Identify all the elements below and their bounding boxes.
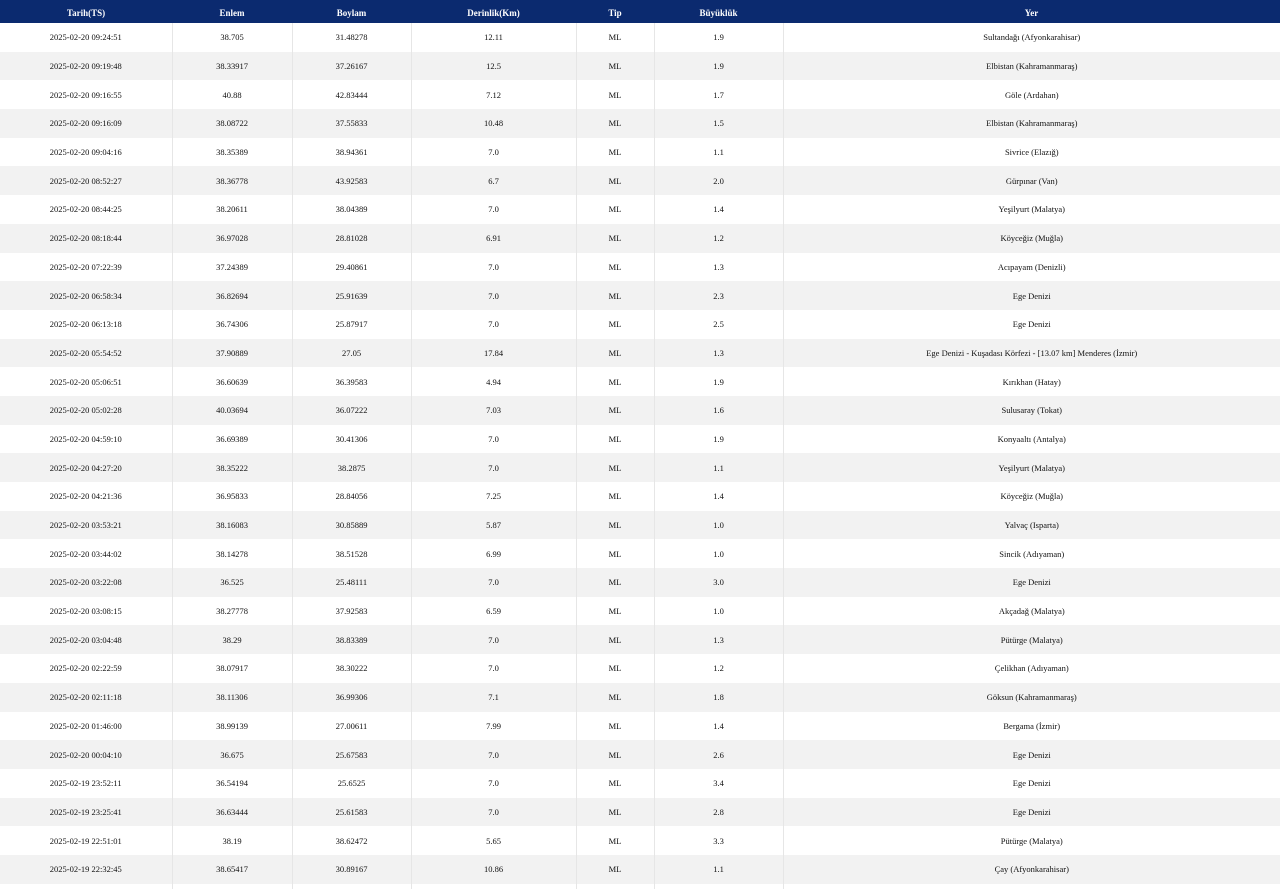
cell-depth: 7.0 xyxy=(411,253,576,282)
column-header-location[interactable]: Yer xyxy=(783,2,1280,23)
cell-depth: 7.0 xyxy=(411,769,576,798)
cell-location: Göksun (Kahramanmaraş) xyxy=(783,683,1280,712)
cell-longitude xyxy=(292,884,411,889)
cell-latitude: 38.35222 xyxy=(172,453,292,482)
cell-date: 2025-02-19 22:32:45 xyxy=(0,855,172,884)
cell-latitude: 40.88 xyxy=(172,80,292,109)
table-row[interactable] xyxy=(0,195,1280,224)
cell-longitude: 36.99306 xyxy=(292,683,411,712)
cell-magnitude: 3.0 xyxy=(654,568,783,597)
cell-latitude: 36.97028 xyxy=(172,224,292,253)
cell-depth: 7.0 xyxy=(411,798,576,827)
table-row[interactable] xyxy=(0,683,1280,712)
cell-location: Akçadağ (Malatya) xyxy=(783,597,1280,626)
table-row[interactable] xyxy=(0,310,1280,339)
cell-date: 2025-02-20 08:44:25 xyxy=(0,195,172,224)
cell-type: ML xyxy=(576,253,654,282)
cell-latitude: 37.24389 xyxy=(172,253,292,282)
column-header-depth[interactable]: Derinlik(Km) xyxy=(411,2,576,23)
cell-latitude: 38.11306 xyxy=(172,683,292,712)
cell-latitude: 38.99139 xyxy=(172,712,292,741)
cell-magnitude: 1.3 xyxy=(654,625,783,654)
cell-longitude: 38.51528 xyxy=(292,539,411,568)
cell-latitude: 38.07917 xyxy=(172,654,292,683)
cell-longitude: 37.55833 xyxy=(292,109,411,138)
cell-location: Ege Denizi xyxy=(783,798,1280,827)
cell-date: 2025-02-20 00:04:10 xyxy=(0,740,172,769)
cell-location: Ege Denizi xyxy=(783,281,1280,310)
cell-magnitude: 1.1 xyxy=(654,453,783,482)
cell-date: 2025-02-20 05:02:28 xyxy=(0,396,172,425)
cell-longitude: 30.85889 xyxy=(292,511,411,540)
cell-latitude: 38.20611 xyxy=(172,195,292,224)
cell-location: Acıpayam (Denizli) xyxy=(783,253,1280,282)
table-row[interactable] xyxy=(0,568,1280,597)
cell-latitude: 38.14278 xyxy=(172,539,292,568)
table-row[interactable] xyxy=(0,396,1280,425)
cell-date: 2025-02-20 09:16:09 xyxy=(0,109,172,138)
cell-depth: 7.12 xyxy=(411,80,576,109)
cell-longitude: 38.30222 xyxy=(292,654,411,683)
cell-type: ML xyxy=(576,740,654,769)
cell-depth: 12.11 xyxy=(411,23,576,52)
cell-date: 2025-02-19 23:25:41 xyxy=(0,798,172,827)
table-row[interactable] xyxy=(0,798,1280,827)
cell-magnitude: 2.5 xyxy=(654,310,783,339)
cell-type: ML xyxy=(576,109,654,138)
cell-depth: 7.1 xyxy=(411,683,576,712)
cell-type: ML xyxy=(576,310,654,339)
cell-latitude: 36.54194 xyxy=(172,769,292,798)
cell-depth: 10.48 xyxy=(411,109,576,138)
cell-type: ML xyxy=(576,769,654,798)
cell-magnitude: 1.2 xyxy=(654,654,783,683)
cell-latitude: 37.90889 xyxy=(172,339,292,368)
cell-type: ML xyxy=(576,166,654,195)
cell-depth xyxy=(411,884,576,889)
cell-depth: 6.99 xyxy=(411,539,576,568)
cell-magnitude: 2.0 xyxy=(654,166,783,195)
cell-date: 2025-02-20 03:04:48 xyxy=(0,625,172,654)
cell-magnitude: 1.3 xyxy=(654,339,783,368)
table-header xyxy=(0,2,1280,23)
cell-latitude: 38.27778 xyxy=(172,597,292,626)
cell-magnitude: 1.9 xyxy=(654,367,783,396)
cell-type: ML xyxy=(576,597,654,626)
cell-depth: 7.0 xyxy=(411,453,576,482)
cell-magnitude: 2.3 xyxy=(654,281,783,310)
cell-date: 2025-02-20 03:44:02 xyxy=(0,539,172,568)
cell-date: 2025-02-20 05:06:51 xyxy=(0,367,172,396)
cell-type: ML xyxy=(576,568,654,597)
cell-depth: 7.0 xyxy=(411,740,576,769)
cell-longitude: 29.40861 xyxy=(292,253,411,282)
table-row[interactable] xyxy=(0,482,1280,511)
cell-magnitude: 2.8 xyxy=(654,798,783,827)
cell-date: 2025-02-20 04:27:20 xyxy=(0,453,172,482)
cell-date: 2025-02-20 03:08:15 xyxy=(0,597,172,626)
cell-longitude: 27.00611 xyxy=(292,712,411,741)
cell-location: Ege Denizi xyxy=(783,769,1280,798)
cell-longitude: 38.2875 xyxy=(292,453,411,482)
cell-depth: 6.91 xyxy=(411,224,576,253)
cell-location: Yeşilyurt (Malatya) xyxy=(783,453,1280,482)
table-row[interactable] xyxy=(0,654,1280,683)
cell-location: Sultandağı (Afyonkarahisar) xyxy=(783,23,1280,52)
cell-type: ML xyxy=(576,396,654,425)
cell-latitude: 38.33917 xyxy=(172,52,292,81)
cell-date: 2025-02-20 06:58:34 xyxy=(0,281,172,310)
column-header-latitude[interactable]: Enlem xyxy=(172,2,292,23)
cell-magnitude: 3.4 xyxy=(654,769,783,798)
table-row[interactable] xyxy=(0,339,1280,368)
column-header-magnitude[interactable]: Büyüklük xyxy=(654,2,783,23)
table-row[interactable] xyxy=(0,253,1280,282)
table-row[interactable] xyxy=(0,511,1280,540)
table-row[interactable] xyxy=(0,80,1280,109)
table-row[interactable] xyxy=(0,539,1280,568)
cell-latitude: 36.675 xyxy=(172,740,292,769)
cell-date: 2025-02-20 03:53:21 xyxy=(0,511,172,540)
cell-type: ML xyxy=(576,52,654,81)
cell-location: Konyaaltı (Antalya) xyxy=(783,425,1280,454)
cell-date: 2025-02-19 22:51:01 xyxy=(0,826,172,855)
cell-location: Ege Denizi xyxy=(783,740,1280,769)
table-row[interactable] xyxy=(0,740,1280,769)
table-row[interactable] xyxy=(0,281,1280,310)
cell-magnitude: 1.3 xyxy=(654,253,783,282)
table-row[interactable] xyxy=(0,769,1280,798)
cell-location: Göle (Ardahan) xyxy=(783,80,1280,109)
cell-magnitude: 1.8 xyxy=(654,683,783,712)
cell-latitude: 38.36778 xyxy=(172,166,292,195)
cell-location: Elbistan (Kahramanmaraş) xyxy=(783,52,1280,81)
cell-longitude: 37.26167 xyxy=(292,52,411,81)
cell-type: ML xyxy=(576,826,654,855)
cell-magnitude: 1.4 xyxy=(654,482,783,511)
cell-type: ML xyxy=(576,224,654,253)
cell-magnitude: 1.0 xyxy=(654,597,783,626)
table-row[interactable] xyxy=(0,425,1280,454)
cell-location: Kırıkhan (Hatay) xyxy=(783,367,1280,396)
cell-longitude: 36.39583 xyxy=(292,367,411,396)
cell-type: ML xyxy=(576,425,654,454)
cell-depth: 5.65 xyxy=(411,826,576,855)
table-row[interactable] xyxy=(0,52,1280,81)
cell-depth: 7.0 xyxy=(411,281,576,310)
cell-latitude: 38.65417 xyxy=(172,855,292,884)
cell-latitude: 36.82694 xyxy=(172,281,292,310)
column-header-date[interactable]: Tarih(TS) xyxy=(0,2,172,23)
cell-longitude: 38.94361 xyxy=(292,138,411,167)
cell-longitude: 38.04389 xyxy=(292,195,411,224)
cell-magnitude: 1.5 xyxy=(654,109,783,138)
cell-magnitude: 1.4 xyxy=(654,712,783,741)
cell-depth: 7.03 xyxy=(411,396,576,425)
cell-latitude: 36.95833 xyxy=(172,482,292,511)
cell-date: 2025-02-20 04:21:36 xyxy=(0,482,172,511)
cell-location: Yeşilyurt (Malatya) xyxy=(783,195,1280,224)
cell-date: 2025-02-20 09:16:55 xyxy=(0,80,172,109)
cell-latitude: 36.525 xyxy=(172,568,292,597)
cell-date: 2025-02-20 06:13:18 xyxy=(0,310,172,339)
cell-latitude: 40.03694 xyxy=(172,396,292,425)
table-row[interactable] xyxy=(0,224,1280,253)
cell-date: 2025-02-19 23:52:11 xyxy=(0,769,172,798)
cell-type: ML xyxy=(576,23,654,52)
cell-type: ML xyxy=(576,339,654,368)
cell-type: ML xyxy=(576,855,654,884)
cell-depth: 10.86 xyxy=(411,855,576,884)
cell-longitude: 25.48111 xyxy=(292,568,411,597)
cell-location: Gürpınar (Van) xyxy=(783,166,1280,195)
cell-depth: 7.0 xyxy=(411,195,576,224)
column-header-type[interactable]: Tip xyxy=(576,2,654,23)
cell-location: Sulusaray (Tokat) xyxy=(783,396,1280,425)
cell-longitude: 30.41306 xyxy=(292,425,411,454)
table-row[interactable] xyxy=(0,138,1280,167)
cell-location: Ege Denizi xyxy=(783,568,1280,597)
cell-magnitude: 1.0 xyxy=(654,539,783,568)
cell-longitude: 27.05 xyxy=(292,339,411,368)
cell-type: ML xyxy=(576,281,654,310)
cell-type: ML xyxy=(576,367,654,396)
cell-depth: 6.7 xyxy=(411,166,576,195)
table-row[interactable] xyxy=(0,109,1280,138)
cell-location: Çay (Afyonkarahisar) xyxy=(783,855,1280,884)
cell-location: Bergama (İzmir) xyxy=(783,712,1280,741)
cell-magnitude: 1.9 xyxy=(654,52,783,81)
table-row[interactable] xyxy=(0,712,1280,741)
cell-type: ML xyxy=(576,798,654,827)
cell-depth: 7.0 xyxy=(411,425,576,454)
cell-date: 2025-02-20 04:59:10 xyxy=(0,425,172,454)
column-header-longitude[interactable]: Boylam xyxy=(292,2,411,23)
table-row[interactable] xyxy=(0,884,1280,889)
cell-magnitude: 1.7 xyxy=(654,80,783,109)
cell-latitude: 38.16083 xyxy=(172,511,292,540)
cell-magnitude: 2.6 xyxy=(654,740,783,769)
cell-latitude: 36.74306 xyxy=(172,310,292,339)
cell-type: ML xyxy=(576,195,654,224)
cell-location: Çelikhan (Adıyaman) xyxy=(783,654,1280,683)
cell-location: Pütürge (Malatya) xyxy=(783,826,1280,855)
cell-latitude: 38.705 xyxy=(172,23,292,52)
cell-type: ML xyxy=(576,539,654,568)
cell-longitude: 36.07222 xyxy=(292,396,411,425)
cell-location: Köyceğiz (Muğla) xyxy=(783,224,1280,253)
cell-longitude: 37.92583 xyxy=(292,597,411,626)
cell-location: Pütürge (Malatya) xyxy=(783,625,1280,654)
cell-date: 2025-02-20 08:52:27 xyxy=(0,166,172,195)
cell-depth: 12.5 xyxy=(411,52,576,81)
cell-longitude: 28.84056 xyxy=(292,482,411,511)
cell-location: Elbistan (Kahramanmaraş) xyxy=(783,109,1280,138)
cell-longitude: 38.62472 xyxy=(292,826,411,855)
cell-depth: 17.84 xyxy=(411,339,576,368)
cell-longitude: 30.89167 xyxy=(292,855,411,884)
cell-latitude: 36.63444 xyxy=(172,798,292,827)
cell-magnitude: 1.1 xyxy=(654,855,783,884)
cell-magnitude: 1.6 xyxy=(654,396,783,425)
cell-date: 2025-02-20 09:04:16 xyxy=(0,138,172,167)
cell-location: Ege Denizi - Kuşadası Körfezi - [13.07 km] Menderes (İzmir) xyxy=(783,339,1280,368)
cell-depth: 7.0 xyxy=(411,654,576,683)
cell-type: ML xyxy=(576,683,654,712)
table-row[interactable] xyxy=(0,826,1280,855)
cell-longitude: 25.61583 xyxy=(292,798,411,827)
table-row[interactable] xyxy=(0,367,1280,396)
cell-date: 2025-02-20 08:18:44 xyxy=(0,224,172,253)
cell-magnitude: 3.3 xyxy=(654,826,783,855)
table-row[interactable] xyxy=(0,166,1280,195)
cell-type: ML xyxy=(576,625,654,654)
cell-longitude: 31.48278 xyxy=(292,23,411,52)
cell-longitude: 28.81028 xyxy=(292,224,411,253)
cell-longitude: 43.92583 xyxy=(292,166,411,195)
cell-location: Yalvaç (Isparta) xyxy=(783,511,1280,540)
cell-depth: 7.99 xyxy=(411,712,576,741)
cell-longitude: 25.87917 xyxy=(292,310,411,339)
cell-type: ML xyxy=(576,80,654,109)
cell-longitude: 25.67583 xyxy=(292,740,411,769)
cell-depth: 7.25 xyxy=(411,482,576,511)
cell-magnitude: 1.0 xyxy=(654,511,783,540)
cell-depth: 7.0 xyxy=(411,310,576,339)
cell-date: 2025-02-20 09:19:48 xyxy=(0,52,172,81)
cell-location: Sivrice (Elazığ) xyxy=(783,138,1280,167)
cell-location xyxy=(783,884,1280,889)
cell-latitude: 38.35389 xyxy=(172,138,292,167)
cell-type: ML xyxy=(576,453,654,482)
cell-date xyxy=(0,884,172,889)
cell-type: ML xyxy=(576,482,654,511)
earthquake-table xyxy=(0,2,1280,889)
cell-type xyxy=(576,884,654,889)
cell-depth: 7.0 xyxy=(411,625,576,654)
table-row[interactable] xyxy=(0,23,1280,52)
cell-magnitude: 1.9 xyxy=(654,425,783,454)
cell-magnitude: 1.1 xyxy=(654,138,783,167)
cell-latitude: 38.19 xyxy=(172,826,292,855)
cell-magnitude: 1.9 xyxy=(654,23,783,52)
cell-latitude: 38.29 xyxy=(172,625,292,654)
header-row xyxy=(0,2,1280,23)
cell-latitude: 36.69389 xyxy=(172,425,292,454)
cell-latitude xyxy=(172,884,292,889)
table-row[interactable] xyxy=(0,597,1280,626)
cell-date: 2025-02-20 09:24:51 xyxy=(0,23,172,52)
cell-date: 2025-02-20 03:22:08 xyxy=(0,568,172,597)
cell-latitude: 36.60639 xyxy=(172,367,292,396)
cell-magnitude: 1.2 xyxy=(654,224,783,253)
cell-location: Köyceğiz (Muğla) xyxy=(783,482,1280,511)
cell-type: ML xyxy=(576,712,654,741)
cell-magnitude xyxy=(654,884,783,889)
cell-location: Sincik (Adıyaman) xyxy=(783,539,1280,568)
cell-magnitude: 1.4 xyxy=(654,195,783,224)
cell-date: 2025-02-20 07:22:39 xyxy=(0,253,172,282)
cell-longitude: 38.83389 xyxy=(292,625,411,654)
cell-date: 2025-02-20 02:11:18 xyxy=(0,683,172,712)
cell-type: ML xyxy=(576,511,654,540)
table-row[interactable] xyxy=(0,625,1280,654)
cell-depth: 7.0 xyxy=(411,138,576,167)
cell-depth: 7.0 xyxy=(411,568,576,597)
cell-type: ML xyxy=(576,138,654,167)
cell-depth: 4.94 xyxy=(411,367,576,396)
table-body xyxy=(0,23,1280,889)
cell-depth: 6.59 xyxy=(411,597,576,626)
cell-longitude: 42.83444 xyxy=(292,80,411,109)
table-row[interactable] xyxy=(0,855,1280,884)
cell-type: ML xyxy=(576,654,654,683)
cell-location: Ege Denizi xyxy=(783,310,1280,339)
cell-longitude: 25.91639 xyxy=(292,281,411,310)
cell-longitude: 25.6525 xyxy=(292,769,411,798)
cell-depth: 5.87 xyxy=(411,511,576,540)
cell-date: 2025-02-20 05:54:52 xyxy=(0,339,172,368)
cell-date: 2025-02-20 02:22:59 xyxy=(0,654,172,683)
cell-date: 2025-02-20 01:46:00 xyxy=(0,712,172,741)
table-row[interactable] xyxy=(0,453,1280,482)
cell-latitude: 38.08722 xyxy=(172,109,292,138)
